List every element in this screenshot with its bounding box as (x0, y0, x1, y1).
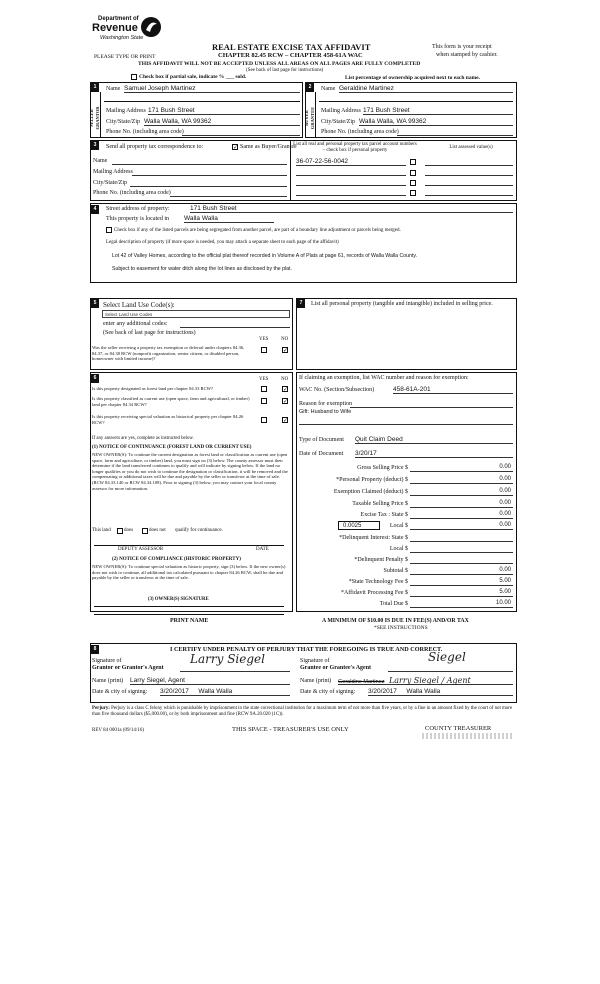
notice1-title: (1) NOTICE OF CONTINUANCE (FOREST LAND OR CURRENT USE) (92, 445, 252, 450)
grantee-city-value: Walla Walla (406, 688, 441, 695)
land-use-yes-header: YES (259, 337, 269, 342)
grantee-date-label: Date & city of signing: (300, 689, 356, 695)
exemption-yes-checkbox[interactable] (261, 347, 267, 353)
segregated-label: Check box if any of the listed parcels are being segregated from another parcel, are part of a boundary line adjustment or parcels being merged. (114, 228, 401, 233)
assessed-field-4[interactable] (425, 188, 513, 196)
seller-name-value: Samuel Joseph Martinez (124, 85, 196, 92)
grantee-sig-label-2: Grantee or Grantee's Agent (300, 665, 372, 671)
local-tax-value: 0.00 (499, 522, 511, 528)
reason-field[interactable] (350, 400, 513, 408)
local-tax-label: Local $ (389, 523, 408, 529)
deputy-assessor-label: DEPUTY ASSESSOR (118, 547, 164, 552)
see-back-note: (See back of last page for instructions) (246, 68, 324, 73)
assessed-field-2[interactable] (425, 168, 513, 176)
perjury-text: Perjury is a class C felony which is punishable by imprisonment in the state correctional institution for a maximum term of not more than five years, or by a fine in an amount fixed by the court of not more than five thousand dollars ($5,000.00), or by both imprisonment and fine (RCW 9A.20.020 (1C)). (92, 706, 513, 717)
personal-property-section (296, 298, 517, 370)
corr-name-field[interactable] (112, 157, 287, 165)
seller-name-label: Name (106, 86, 121, 92)
exemption-question: Was the seller receiving a property tax exemption or deferral under chapters 84.36, 84.37, or 84.38 RCW (nonprofit organization, senior citizen, or disabled person, homeowner with limited income)? (92, 345, 245, 361)
buyer-side-label: BUYER GRANTEE (304, 106, 315, 130)
does-label: does (124, 528, 134, 533)
located-label: This property is located in (106, 216, 169, 222)
section-1-number: 1 (91, 83, 99, 92)
street-label: Street address of property: (106, 206, 170, 212)
buyer-city-value: Walla Walla, WA 99362 (359, 118, 427, 125)
total-due-field[interactable] (410, 600, 513, 608)
seller-name-field[interactable] (124, 85, 300, 93)
section-4-number: 4 (91, 205, 99, 214)
seller-mailing-label: Mailing Address (106, 108, 146, 114)
reason-value: Gift: Husband to Wife (299, 409, 352, 415)
section-6-number: 6 (91, 374, 99, 383)
corr-mailing-field[interactable] (132, 168, 287, 176)
land-use-no-header: NO (281, 337, 289, 342)
treasurer-stamp (422, 733, 512, 739)
land-use-select-value: Select Land Use Codes (105, 312, 153, 317)
penalty-label: *Delinquent Penalty $ (354, 557, 408, 563)
wac-field[interactable] (393, 386, 513, 394)
dor-logo (92, 16, 167, 46)
reason-label: Reason for exemption (299, 401, 352, 407)
parcel-field-3[interactable] (296, 178, 406, 186)
send-correspondence-label: Send all property tax correspondence to: (106, 144, 204, 150)
rev-number: REV 84 0001a (09/14/16) (92, 728, 144, 733)
tech-fee-value: 5.00 (499, 578, 511, 584)
grantee-date-value: 3/20/2017 (368, 688, 397, 695)
parcel-personal-checkbox-2[interactable] (410, 170, 416, 176)
doc-date-label: Date of Document (299, 451, 344, 457)
section-5-number: 5 (91, 299, 99, 308)
logo-dept: Department of (98, 16, 139, 22)
qualify-label: qualify for continuance. (175, 528, 223, 533)
subtotal-label: Subtotal $ (383, 568, 408, 574)
buyer-phone-label: Phone No. (including area code) (321, 129, 399, 135)
seller-mailing-value: 171 Bush Street (148, 107, 195, 114)
parcel-field-4[interactable] (296, 188, 406, 196)
personal-field[interactable] (410, 476, 513, 484)
grantor-name-field[interactable] (130, 677, 290, 685)
seller-phone-field[interactable] (182, 128, 300, 136)
delinq-local-field[interactable] (410, 545, 513, 553)
penalty-field[interactable] (410, 556, 513, 564)
gross-field[interactable] (410, 464, 513, 472)
pct-ownership-label: List percentage of ownership acquired next to each name. (345, 75, 480, 81)
local-rate-value: 0.0025 (343, 523, 362, 529)
legal-desc-1: Lot 42 of Valley Homes, according to the official plat thereof recorded in Volume A of Plats at page 61, records of Walla Walla County. (112, 253, 417, 259)
local-rate-box (338, 521, 380, 530)
partial-sale-label: Check box if partial sale, indicate % ___ sold. (139, 74, 247, 80)
delinq-local-label: Local $ (389, 546, 408, 552)
exemption-amt-value: 0.00 (499, 488, 511, 494)
buyer-city-label: City/State/Zip (321, 119, 355, 125)
legal-label: Legal description of property (if more space is needed, you may attach a separate sheet to each page of the affidavit) (106, 240, 339, 245)
legal-desc-2: Subject to easement for water ditch along the lot lines as disclosed by the plat. (112, 266, 292, 272)
street-value: 171 Bush Street (190, 205, 237, 212)
grantee-signature: Siegel (428, 650, 466, 664)
buyer-name-label: Name (321, 86, 336, 92)
corr-city-field[interactable] (130, 179, 287, 187)
buyer-phone-field[interactable] (397, 128, 513, 136)
forest-yes-header: YES (259, 377, 269, 382)
taxable-label: Taxable Selling Price $ (352, 501, 408, 507)
corr-phone-field[interactable] (170, 189, 287, 197)
located-field[interactable] (184, 215, 274, 223)
grantee-sig-label-1: Signature of (300, 658, 330, 664)
parcel-value-1: 36-07-22-56-0042 (296, 158, 349, 165)
partial-sale-checkbox[interactable] (131, 74, 137, 80)
additional-codes-field[interactable] (180, 320, 290, 328)
does-not-checkbox[interactable] (142, 528, 148, 534)
does-checkbox[interactable] (117, 528, 123, 534)
buyer-mailing-label: Mailing Address (321, 108, 361, 114)
street-field[interactable] (190, 205, 513, 213)
logo-state: Washington State (100, 35, 144, 41)
segregated-checkbox[interactable] (106, 227, 112, 233)
perjury-notice (92, 706, 516, 718)
taxable-value: 0.00 (499, 500, 511, 506)
wac-value: 458-61A-201 (393, 386, 431, 393)
tech-fee-label: *State Technology Fee $ (348, 579, 408, 585)
section-7-number: 7 (297, 299, 305, 308)
corr-mailing-label: Mailing Address (93, 169, 133, 175)
owner-signature-label: (3) OWNER(S) SIGNATURE (148, 597, 209, 602)
section-3-number: 3 (91, 141, 99, 150)
deputy-date-label: DATE (256, 547, 269, 552)
logo-revenue: Revenue (92, 22, 138, 34)
grantor-sig-label-1: Signature of (92, 658, 122, 664)
minimum-due-note: A MINIMUM OF $10.00 IS DUE IN FEE(S) AND/OR TAX (322, 618, 469, 624)
gross-label: Gross Selling Price $ (357, 465, 408, 471)
state-tax-label: Excise Tax : State $ (360, 512, 408, 518)
grantor-date-label: Date & city of signing: (92, 689, 148, 695)
tech-fee-field[interactable] (410, 578, 513, 586)
q2-no-checkbox[interactable]: ✓ (283, 398, 289, 405)
gross-value: 0.00 (499, 464, 511, 470)
land-use-see-back: (See back of last page for instructions) (103, 330, 196, 336)
warning-line: THIS AFFIDAVIT WILL NOT BE ACCEPTED UNLESS ALL AREAS ON ALL PAGES ARE FULLY COMPLETED (138, 61, 421, 67)
grantee-name-handwritten: Larry Siegel / Agent (388, 676, 471, 685)
seller-city-label: City/State/Zip (106, 119, 140, 125)
personal-value: 0.00 (499, 476, 511, 482)
grantee-date-field[interactable] (368, 688, 513, 696)
seller-mailing-field[interactable] (148, 107, 300, 115)
affidavit-fee-field[interactable] (410, 589, 513, 597)
total-due-label: Total Due $ (379, 601, 408, 607)
section-2-number: 2 (306, 83, 314, 92)
grantee-name-label: Name (print) (300, 678, 332, 684)
exemption-claim-label: If claiming an exemption, list WAC number and reason for exemption: (299, 375, 469, 381)
local-tax-field[interactable] (410, 522, 513, 530)
doc-type-value: Quit Claim Deed (355, 436, 403, 443)
doc-date-field[interactable] (355, 450, 513, 458)
located-value: Walla Walla (184, 215, 218, 222)
parcel-field-1[interactable] (296, 158, 406, 166)
delinq-state-label: *Delinquent Interest: State $ (339, 535, 408, 541)
grantee-name-field[interactable] (338, 677, 513, 685)
parcel-field-2[interactable] (296, 168, 406, 176)
receipt-note-1: This form is your receipt (432, 44, 492, 50)
personal-property-text: List all personal property (tangible and intangible) included in selling price. (311, 301, 493, 307)
notice2-title: (2) NOTICE OF COMPLIANCE (HISTORIC PROPERTY) (112, 557, 241, 562)
form-chapter: CHAPTER 82.45 RCW – CHAPTER 458-61A WAC (218, 52, 363, 59)
certify-title: I CERTIFY UNDER PENALTY OF PERJURY THAT THE FOREGOING IS TRUE AND CORRECT. (170, 646, 443, 653)
exemption-no-checkbox[interactable]: ✓ (283, 347, 289, 354)
see-instructions-note: *SEE INSTRUCTIONS (374, 625, 428, 631)
seller-city-value: Walla Walla, WA 99362 (144, 118, 212, 125)
q1-no-checkbox[interactable]: ✓ (283, 386, 289, 393)
subtotal-value: 0.00 (499, 567, 511, 573)
notice1-body: NEW OWNER(S): To continue the current designation as forest land or classification as current use (open space, farm and agriculture, or timber) land, you must sign on (3) below. The county assessor must then determine if the land transferred continues to qualify and will indicate by signing below. If the land no longer qualifies or you do not wish to continue the designation or classification, it will be removed and the compensating or additional taxes will be due and payable by the seller or transferor at the time of sale. (RCW 84.33.140 or RCW 84.34.108). Prior to signing (3) below, you may contact your local county assessor for more information. (92, 452, 288, 491)
grantor-date-field[interactable] (160, 688, 290, 696)
form-title: REAL ESTATE EXCISE TAX AFFIDAVIT (212, 42, 371, 52)
assessed-field-1[interactable] (425, 158, 513, 166)
buyer-mailing-field[interactable] (363, 107, 513, 115)
grantor-city-value: Walla Walla (198, 688, 233, 695)
assessed-header: List assessed value(s) (449, 145, 493, 150)
corr-name-label: Name (93, 158, 108, 164)
wac-label: WAC No. (Section/Subsection) (299, 387, 375, 393)
parcel-header: List all real and personal property tax parcel account numbers – check box if personal property (293, 142, 417, 153)
reason-field-2[interactable] (299, 417, 513, 425)
grantee-signature-field[interactable] (388, 650, 513, 672)
affidavit-fee-label: *Affidavit Processing Fee $ (340, 590, 408, 596)
q1-yes-checkbox[interactable] (261, 386, 267, 392)
same-as-buyer-label: Same as Buyer/Grantee (240, 144, 297, 150)
delinq-state-field[interactable] (410, 534, 513, 542)
additional-codes-label: enter any additional codes: (103, 321, 168, 327)
parcel-personal-checkbox-3[interactable] (410, 180, 416, 186)
if-yes-note: If any answers are yes, complete as instructed below. (92, 436, 194, 441)
q3-yes-checkbox[interactable] (261, 417, 267, 423)
exemption-amt-field[interactable] (410, 488, 513, 496)
buyer-name-value: Geraldine Martinez (339, 85, 394, 92)
affidavit-fee-value: 5.00 (499, 589, 511, 595)
section-8-number: 8 (91, 645, 99, 654)
seller-phone-label: Phone No. (including area code) (106, 129, 184, 135)
grantee-name-struck: Geraldine Martinez (338, 679, 385, 685)
does-not-label: does not (149, 528, 166, 533)
corr-city-label: City/State/Zip (93, 180, 127, 186)
buyer-name-field[interactable] (339, 85, 513, 93)
perjury-label: Perjury: (92, 706, 110, 711)
seller-side-label: SELLER GRANTOR (89, 106, 100, 130)
parcel-personal-checkbox-1[interactable] (410, 159, 416, 165)
land-use-label: Select Land Use Code(s): (103, 301, 175, 309)
subtotal-field[interactable] (410, 567, 513, 575)
doc-type-label: Type of Document (299, 437, 344, 443)
land-use-select[interactable] (102, 310, 290, 318)
doc-date-value: 3/20/17 (355, 450, 377, 457)
this-land-label: This land (92, 528, 111, 533)
assessed-field-3[interactable] (425, 178, 513, 186)
corr-phone-label: Phone No. (including area code) (93, 190, 171, 196)
q3-no-checkbox[interactable]: ✓ (283, 417, 289, 424)
parcel-personal-checkbox-4[interactable] (410, 190, 416, 196)
treasurer-space-label: THIS SPACE - TREASURER'S USE ONLY (232, 726, 349, 733)
grantor-sig-label-2: Grantor or Grantor's Agent (92, 665, 164, 671)
exemption-amt-label: Exemption Claimed (deduct) $ (333, 489, 408, 495)
grantor-signature-field[interactable] (180, 652, 290, 672)
state-tax-value: 0.00 (499, 511, 511, 517)
grantor-date-value: 3/20/2017 (160, 688, 189, 695)
logo-swirl-icon (140, 16, 162, 38)
receipt-note-2: when stamped by cashier. (436, 52, 498, 58)
buyer-mailing-value: 171 Bush Street (363, 107, 410, 114)
county-treasurer-label: COUNTY TREASURER (425, 725, 492, 732)
personal-label: *Personal Property (deduct) $ (336, 477, 408, 483)
taxable-field[interactable] (410, 500, 513, 508)
forest-q1: Is this property designated as forest land per chapter 84.33 RCW? (92, 386, 214, 391)
forest-q2: Is this property classified as current use (open space, farm and agricultural, or timber) land per chapter 84.34 RCW? (92, 396, 250, 407)
forest-q3: Is this property receiving special valuation as historical property per chapter 84.26 RCW? (92, 414, 244, 425)
type-or-print: PLEASE TYPE OR PRINT (94, 54, 156, 60)
grantor-name-value: Larry Siegel, Agent (130, 677, 185, 684)
notice2-body: NEW OWNER(S): To continue special valuation as historic property, sign (3) below. If the new owner(s) does not wish to continue, all additional tax calculated pursuant to chapter 84.26 RCW, shall be due and payable by the seller or transferor at the time of sale. (92, 564, 286, 581)
same-as-buyer-checkbox[interactable]: ✓ (233, 144, 239, 151)
doc-type-field[interactable] (355, 436, 513, 444)
grantor-signature: Larry Siegel (190, 652, 265, 666)
buyer-city-field[interactable] (359, 118, 513, 126)
grantor-name-label: Name (print) (92, 678, 124, 684)
state-tax-field[interactable] (410, 511, 513, 519)
total-due-value: 10.00 (495, 600, 511, 606)
seller-city-field[interactable] (144, 118, 300, 126)
q2-yes-checkbox[interactable] (261, 398, 267, 404)
forest-no-header: NO (281, 377, 289, 382)
print-name-label: PRINT NAME (170, 618, 209, 624)
